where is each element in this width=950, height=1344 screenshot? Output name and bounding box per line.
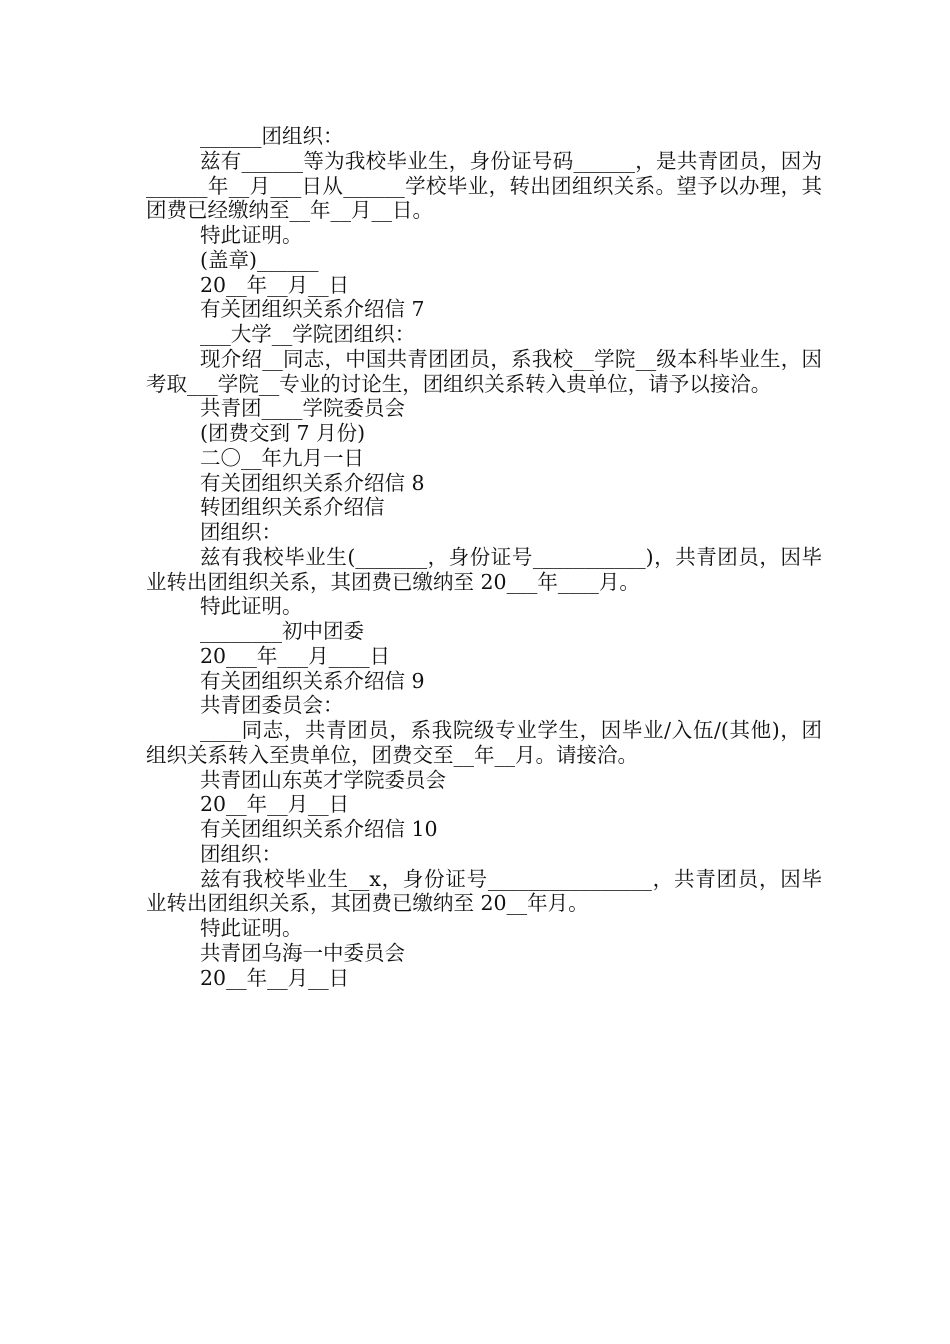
letter-addressee: 团组织： [200, 841, 282, 866]
letter-signature: 共青团____学院委员会 [200, 396, 405, 421]
section-title-7: 有关团组织关系介绍信 7 [200, 297, 425, 322]
letter-paragraph: ____同志，共青团员，系我院级专业学生，因毕业/入伍/(其他)，团组织关系转入至贵单位，团费交至__年__月。请接洽。 [146, 718, 822, 767]
letter-title: 转团组织关系介绍信 [200, 495, 385, 520]
letter-addressee: 团组织： [200, 520, 282, 544]
letter-closing: 特此证明。 [200, 223, 303, 247]
letter-date: 20__年__月__日 [200, 965, 350, 990]
letter-addressee: 共青团委员会： [200, 693, 344, 718]
letter-addressee: ______团组织： [200, 124, 344, 148]
section-title-8: 有关团组织关系介绍信 8 [200, 470, 425, 495]
letter-date: 20__年__月__日 [200, 272, 350, 297]
letter-paragraph: 兹有我校毕业生__x，身份证号________________，共青团员，因毕业转出团组织关系，其团费已缴纳至 20__年月。 [146, 866, 822, 916]
section-title-10: 有关团组织关系介绍信 10 [200, 817, 438, 841]
letter-closing: 特此证明。 [200, 916, 303, 940]
letter-paragraph: 兹有______等为我校毕业生，身份证号码______，是共青团员，因为______年__月___日从______学校毕业，转出团组织关系。望予以办理，其团费已经缴纳至__年__月__日。 [146, 148, 822, 223]
letter-signature: 共青团乌海一中委员会 [200, 940, 405, 965]
letter-date: 二〇__年九月一日 [200, 445, 364, 470]
section-title-9: 有关团组织关系介绍信 9 [200, 668, 425, 693]
letter-addressee: ___大学__学院团组织： [200, 322, 416, 346]
document-body [146, 124, 822, 990]
letter-note: (团费交到 7 月份) [200, 421, 366, 445]
letter-date: 20__年__月__日 [200, 792, 350, 817]
letter-seal: (盖章)______ [200, 247, 319, 272]
letter-date: 20___年___月____日 [200, 643, 391, 668]
letter-signature: ________初中团委 [200, 619, 364, 643]
letter-closing: 特此证明。 [200, 594, 303, 619]
letter-signature: 共青团山东英才学院委员会 [200, 767, 446, 792]
letter-paragraph: 兹有我校毕业生(_______，身份证号___________)，共青团员，因毕业转出团组织关系，其团费已缴纳至 20___年____月。 [146, 544, 822, 594]
letter-paragraph: 现介绍__同志，中国共青团团员，系我校__学院__级本科毕业生，因考取___学院__专业的讨论生，团组织关系转入贵单位，请予以接洽。 [146, 346, 822, 396]
